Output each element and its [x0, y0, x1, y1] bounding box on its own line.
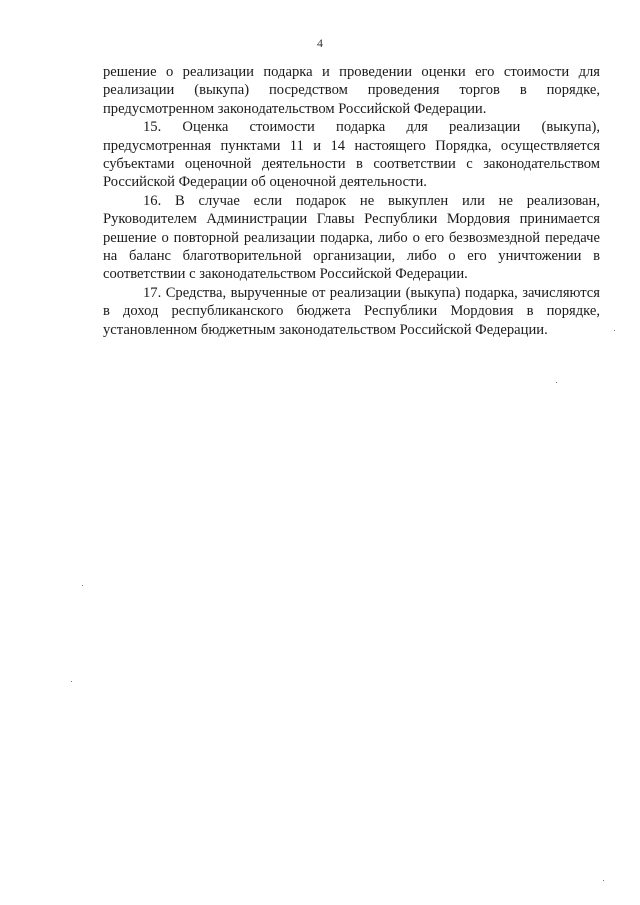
scan-speck [603, 880, 604, 881]
scan-speck [71, 681, 72, 682]
scan-speck [82, 585, 83, 586]
paragraph-continuation: решение о реализации подарка и проведении оценки его стоимости для реализации (выкупа) посредством проведения торгов в порядке, предусмотренном законодательством Российской Федерации. [103, 64, 600, 117]
scan-speck [556, 382, 557, 383]
paragraph-17: 17. Средства, вырученные от реализации (выкупа) подарка, зачисляются в доход республиканского бюджета Республики Мордовия в порядке, установленном бюджетным законодательством Российской Федерации. [103, 284, 600, 338]
document-body [103, 63, 600, 339]
paragraph-16: 16. В случае если подарок не выкуплен или не реализован, Руководителем Администрации Главы Республики Мордовия принимается решение о повторной реализации подарка, либо о его безвозмездной передаче на баланс благотворительной организации, либо о его уничтожении в соответствии с законодательством Российской Федерации. [103, 192, 600, 283]
page-number: 4 [317, 36, 323, 50]
scan-speck [614, 330, 615, 331]
paragraph-15: 15. Оценка стоимости подарка для реализации (выкупа), предусмотренная пунктами 11 и 14 настоящего Порядка, осуществляется субъектами оценочной деятельности в соответствии с законодательством Российской Федерации об оценочной деятельности. [103, 119, 600, 191]
